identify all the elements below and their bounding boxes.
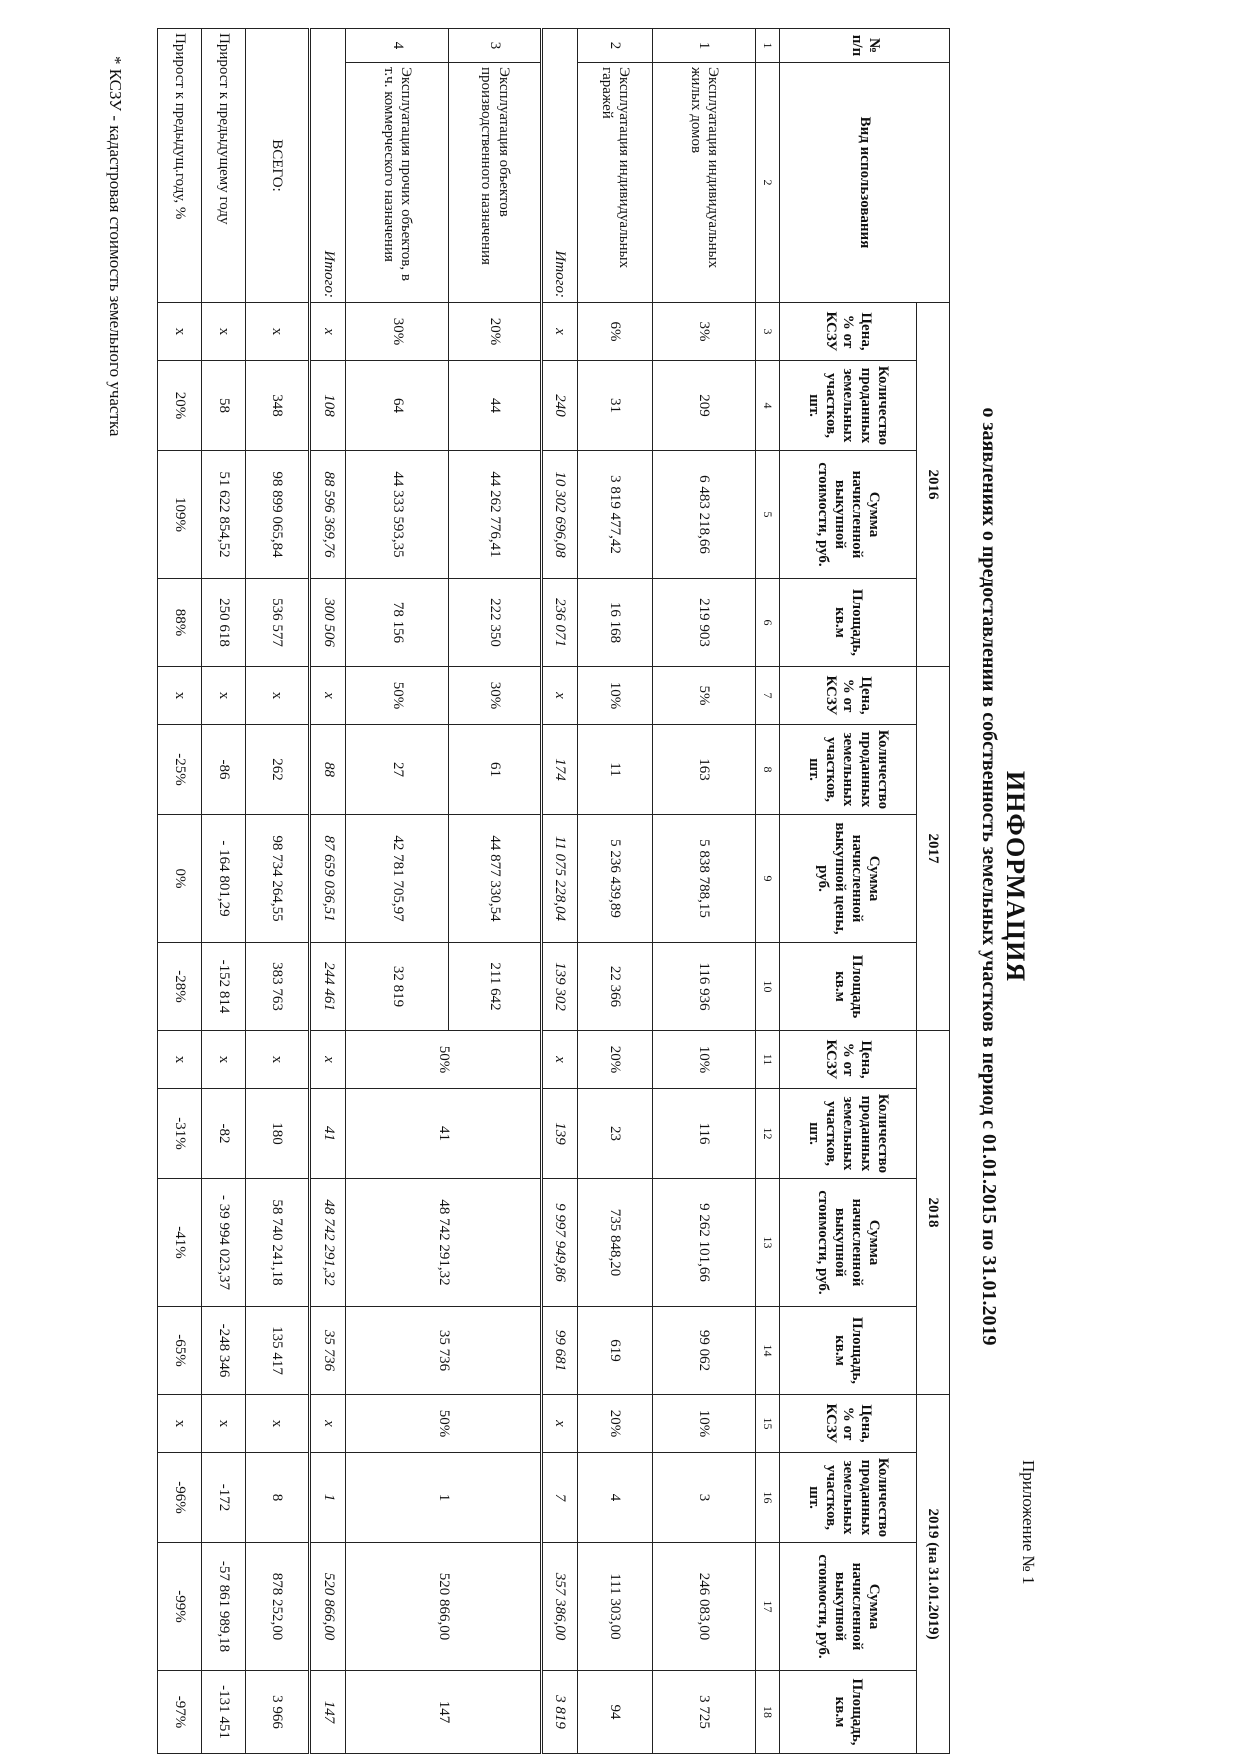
table-cell: -25% [158, 725, 202, 815]
table-cell: 3 966 [245, 1671, 309, 1754]
merged-cell: 50% [346, 1395, 542, 1453]
table-cell: 735 848,20 [577, 1179, 652, 1307]
table-cell: 20% [577, 1395, 652, 1453]
table-cell: 5% [652, 667, 755, 725]
header-price: Цена, % от КСЗУ [780, 1031, 917, 1089]
table-cell: 5 236 439,89 [577, 815, 652, 943]
table-cell: 116 936 [652, 943, 755, 1031]
row-label: Итого: [310, 29, 346, 303]
header-year: 2019 (на 31.01.2019) [916, 1395, 949, 1754]
table-cell: -86 [201, 725, 245, 815]
table-cell: -99% [158, 1543, 202, 1671]
table-cell: 10% [652, 1031, 755, 1089]
table-cell: 619 [577, 1307, 652, 1395]
table-cell: х [201, 1031, 245, 1089]
table-cell: 244 461 [310, 943, 346, 1031]
table-cell: х [310, 1395, 346, 1453]
table-cell: 58 740 241,18 [245, 1179, 309, 1307]
table-cell: 357 386,00 [541, 1543, 577, 1671]
header-area: Площадь, кв.м [780, 579, 917, 667]
table-cell: х [541, 667, 577, 725]
table-cell: 3 819 477,42 [577, 451, 652, 579]
table-cell: 109% [158, 451, 202, 579]
table-cell: 1 [310, 1453, 346, 1543]
table-cell: 22 366 [577, 943, 652, 1031]
header-price: Цена, % от КСЗУ [780, 667, 917, 725]
table-row [158, 29, 202, 1754]
table-cell: х [541, 303, 577, 361]
table-cell: -248 346 [201, 1307, 245, 1395]
header-price: Цена, % от КСЗУ [780, 303, 917, 361]
header-year: 2017 [916, 667, 949, 1031]
column-index-cell: 16 [755, 1453, 779, 1543]
column-index-cell: 2 [755, 63, 779, 303]
table-row [310, 29, 346, 1754]
merged-cell: 1 [346, 1453, 542, 1543]
table-cell: 6% [577, 303, 652, 361]
table-cell: 3 725 [652, 1671, 755, 1754]
column-index-cell: 3 [755, 303, 779, 361]
table-cell: 180 [245, 1089, 309, 1179]
header-count: Количество проданных земельных участков, шт. [780, 1089, 917, 1179]
table-cell: 27 [346, 725, 449, 815]
table-cell: 262 [245, 725, 309, 815]
merged-cell: 147 [346, 1671, 542, 1754]
table-cell: -96% [158, 1453, 202, 1543]
table-cell: х [541, 1395, 577, 1453]
table-cell: 58 [201, 361, 245, 451]
header-count: Количество проданных земельных участков, шт. [780, 361, 917, 451]
table-cell: 240 [541, 361, 577, 451]
table-cell: х [245, 1031, 309, 1089]
column-index-cell: 1 [755, 29, 779, 63]
table-cell: 135 417 [245, 1307, 309, 1395]
table-cell: 50% [346, 667, 449, 725]
column-index-cell: 15 [755, 1395, 779, 1453]
table-cell: 10 302 696,08 [541, 451, 577, 579]
table-row [201, 29, 245, 1754]
column-index-cell: 18 [755, 1671, 779, 1754]
table-cell: 9 262 101,66 [652, 1179, 755, 1307]
header-price: Цена, % от КСЗУ [780, 1395, 917, 1453]
table-row [577, 29, 652, 1754]
table-cell: х [245, 667, 309, 725]
table-cell: 5 838 788,15 [652, 815, 755, 943]
row-label: Эксплуатация индивидуальных жилых домов [652, 63, 755, 303]
table-cell: 383 763 [245, 943, 309, 1031]
table-cell: 536 577 [245, 579, 309, 667]
merged-cell: 48 742 291,32 [346, 1179, 542, 1307]
table-cell: 9 997 949,86 [541, 1179, 577, 1307]
table-cell: х [158, 1395, 202, 1453]
table-cell: х [245, 303, 309, 361]
header-area: Площадь кв.м [780, 943, 917, 1031]
column-index-cell: 7 [755, 667, 779, 725]
header-type: Вид использования [780, 63, 950, 303]
table-cell: 209 [652, 361, 755, 451]
table-cell: 348 [245, 361, 309, 451]
table-cell: - 164 801,29 [201, 815, 245, 943]
table-cell: 163 [652, 725, 755, 815]
table-cell: 10% [652, 1395, 755, 1453]
header-year-row [916, 29, 949, 1754]
merged-cell: 50% [346, 1031, 542, 1089]
table-cell: 94 [577, 1671, 652, 1754]
table-cell: 44 262 776,41 [449, 451, 542, 579]
table-cell: 147 [310, 1671, 346, 1754]
table-cell: 87 659 036,51 [310, 815, 346, 943]
table-cell: 51 622 854,52 [201, 451, 245, 579]
table-cell: 16 168 [577, 579, 652, 667]
table-cell: - 39 994 023,37 [201, 1179, 245, 1307]
row-label: ВСЕГО: [245, 29, 309, 303]
merged-cell: 520 866,00 [346, 1543, 542, 1671]
column-index-cell: 8 [755, 725, 779, 815]
row-number: 2 [577, 29, 652, 63]
table-cell: 10% [577, 667, 652, 725]
table-cell: х [201, 303, 245, 361]
header-area: Площадь, кв.м [780, 1671, 917, 1754]
header-sum: Сумма начисленной выкупной цены, руб. [780, 815, 917, 943]
table-row [541, 29, 577, 1754]
table-cell: 42 781 705,97 [346, 815, 449, 943]
table-cell: 878 252,00 [245, 1543, 309, 1671]
table-row [449, 29, 542, 1754]
table-cell: 32 819 [346, 943, 449, 1031]
header-count: Количество проданных земельных участков, шт. [780, 725, 917, 815]
table-cell: 20% [577, 1031, 652, 1089]
table-cell: 44 333 593,35 [346, 451, 449, 579]
table-cell: 174 [541, 725, 577, 815]
table-cell: -152 814 [201, 943, 245, 1031]
table-cell: 116 [652, 1089, 755, 1179]
column-index-cell: 12 [755, 1089, 779, 1179]
table-cell: х [158, 667, 202, 725]
table-cell: 3 [652, 1453, 755, 1543]
column-index-cell: 6 [755, 579, 779, 667]
column-index-cell: 14 [755, 1307, 779, 1395]
table-cell: 48 742 291,32 [310, 1179, 346, 1307]
document-title: ИНФОРМАЦИЯ [1001, 770, 1030, 983]
table-row [652, 29, 755, 1754]
table-cell: 35 736 [310, 1307, 346, 1395]
header-count: Количество проданных земельных участков, шт. [780, 1453, 917, 1543]
table-cell: 222 350 [449, 579, 542, 667]
table-cell: х [158, 1031, 202, 1089]
table-cell: 23 [577, 1089, 652, 1179]
row-label: Прирост к предыдущ.году, % [158, 29, 202, 303]
column-index-row [755, 29, 779, 1754]
table-cell: 31 [577, 361, 652, 451]
table-cell: 64 [346, 361, 449, 451]
table-cell: 98 734 264,55 [245, 815, 309, 943]
table-cell: -131 451 [201, 1671, 245, 1754]
table-cell: -172 [201, 1453, 245, 1543]
table-row [245, 29, 309, 1754]
table-cell: 20% [158, 361, 202, 451]
table-cell: 99 681 [541, 1307, 577, 1395]
table-cell: -82 [201, 1089, 245, 1179]
header-num: № п/п [780, 29, 950, 63]
document-subtitle: о заявлениях о предоставлении в собственность земельных участков в период с 01.01.2015 по 31.01.2019 [978, 407, 1000, 1346]
table-cell: 88% [158, 579, 202, 667]
table-cell: 219 903 [652, 579, 755, 667]
table-cell: х [310, 667, 346, 725]
table-cell: 41 [310, 1089, 346, 1179]
table-cell: 139 [541, 1089, 577, 1179]
merged-cell: 41 [346, 1089, 542, 1179]
table-cell: 20% [449, 303, 542, 361]
table-cell: х [310, 303, 346, 361]
table-cell: х [158, 303, 202, 361]
table-cell: -57 861 989,18 [201, 1543, 245, 1671]
table-cell: 236 071 [541, 579, 577, 667]
table-cell: 30% [346, 303, 449, 361]
header-sum: Сумма начисленной выкупной стоимости, руб. [780, 451, 917, 579]
table-cell: 4 [577, 1453, 652, 1543]
row-label: Эксплуатация индивидуальных гаражей [577, 63, 652, 303]
table-cell: 30% [449, 667, 542, 725]
table-cell: х [310, 1031, 346, 1089]
header-year: 2016 [916, 303, 949, 667]
table-cell: 11 075 228,04 [541, 815, 577, 943]
column-index-cell: 5 [755, 451, 779, 579]
table-cell: 44 [449, 361, 542, 451]
table-cell: 3 819 [541, 1671, 577, 1754]
table-cell: -97% [158, 1671, 202, 1754]
header-year: 2018 [916, 1031, 949, 1395]
table-cell: 0% [158, 815, 202, 943]
table-cell: 98 899 065,84 [245, 451, 309, 579]
table-cell: 7 [541, 1453, 577, 1543]
table-cell: 44 877 330,54 [449, 815, 542, 943]
table-cell: 211 642 [449, 943, 542, 1031]
row-label: Эксплуатация прочих объектов, в т.ч. коммерческого назначения [346, 63, 449, 303]
header-area: Площадь, кв.м [780, 1307, 917, 1395]
table-cell: 108 [310, 361, 346, 451]
row-label: Эксплуатация объектов производственного назначения [449, 63, 542, 303]
column-index-cell: 13 [755, 1179, 779, 1307]
table-cell: 78 156 [346, 579, 449, 667]
column-index-cell: 9 [755, 815, 779, 943]
row-label: Прирост к предыдущему году [201, 29, 245, 303]
table-cell: 520 866,00 [310, 1543, 346, 1671]
table-cell: -31% [158, 1089, 202, 1179]
table-cell: 6 483 218,66 [652, 451, 755, 579]
column-index-cell: 11 [755, 1031, 779, 1089]
table-cell: 88 596 369,76 [310, 451, 346, 579]
table-cell: 11 [577, 725, 652, 815]
row-number: 3 [449, 29, 542, 63]
table-cell: 99 062 [652, 1307, 755, 1395]
table-cell: -41% [158, 1179, 202, 1307]
table-cell: х [541, 1031, 577, 1089]
header-sum: Сумма начисленной выкупной стоимости, руб. [780, 1179, 917, 1307]
appendix-label: Приложение № 1 [1019, 1460, 1038, 1585]
table-cell: 139 302 [541, 943, 577, 1031]
column-index-cell: 10 [755, 943, 779, 1031]
table-cell: 61 [449, 725, 542, 815]
column-index-cell: 4 [755, 361, 779, 451]
header-sum: Сумма начисленной выкупной стоимости, руб. [780, 1543, 917, 1671]
table-cell: х [201, 667, 245, 725]
table-cell: х [201, 1395, 245, 1453]
table-cell: 111 303,00 [577, 1543, 652, 1671]
table-cell: х [245, 1395, 309, 1453]
footnote: * КСЗУ - кадастровая стоимость земельного участка [106, 56, 125, 437]
table-cell: 250 618 [201, 579, 245, 667]
row-number: 1 [652, 29, 755, 63]
info-table [157, 28, 950, 1754]
column-index-cell: 17 [755, 1543, 779, 1671]
table-cell: 246 083,00 [652, 1543, 755, 1671]
table-cell: -65% [158, 1307, 202, 1395]
table-cell: -28% [158, 943, 202, 1031]
row-label: Итого: [541, 29, 577, 303]
row-number: 4 [346, 29, 449, 63]
merged-cell: 35 736 [346, 1307, 542, 1395]
table-cell: 8 [245, 1453, 309, 1543]
table-cell: 3% [652, 303, 755, 361]
table-cell: 300 506 [310, 579, 346, 667]
table-cell: 88 [310, 725, 346, 815]
